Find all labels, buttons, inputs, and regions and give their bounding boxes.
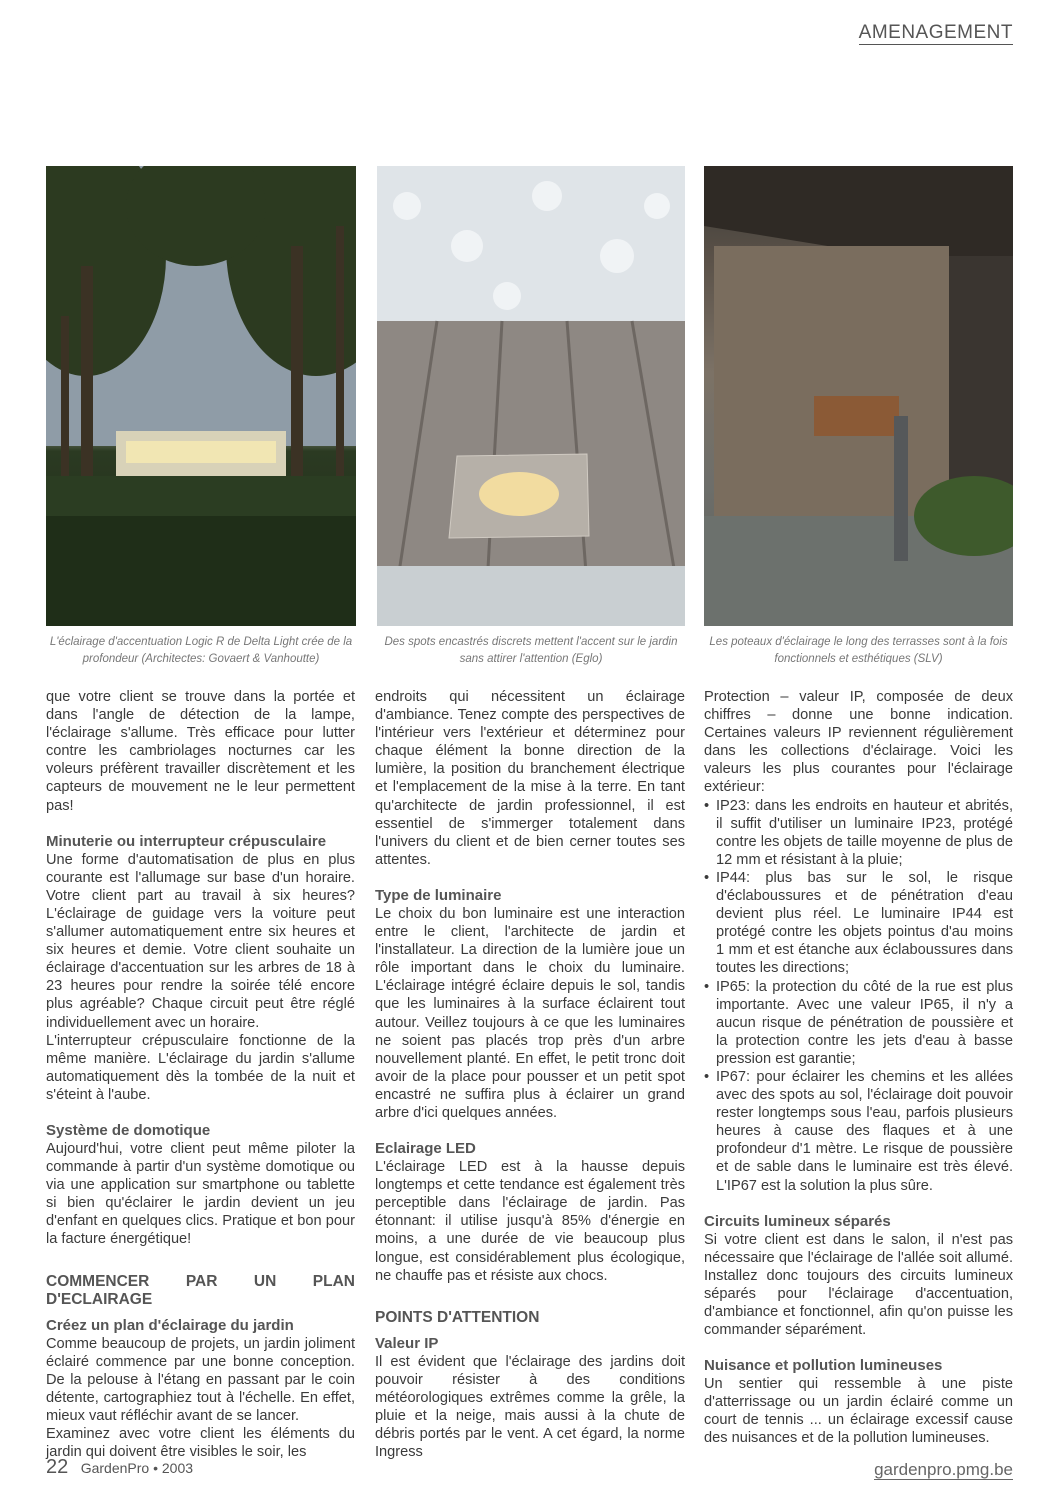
subheading: Valeur IP — [375, 1334, 439, 1352]
photo-pergola-terrace-illustration — [704, 166, 1013, 626]
paragraph: L'interrupteur crépusculaire fonctionne de la même manière. L'éclairage du jardin s'allume automatiquement dès la tombée de la nuit et s'éteint à l'aube. — [46, 1032, 355, 1103]
paragraph: Examinez avec votre client les éléments du jardin qui doivent être visibles le soir, les — [46, 1426, 355, 1461]
subheading: Système de domotique — [46, 1121, 211, 1139]
publication-name: GardenPro • 2003 — [80, 1460, 194, 1476]
paragraph: Protection – valeur IP, composée de deux chiffres – donne une bonne indication. Certaines valeurs IP reviennent régulièrement dans les collections d'éclairage. Voici les valeurs les plus courantes pour l'éclairage extérieur: — [704, 689, 1013, 796]
paragraph: Comme beaucoup de projets, un jardin joliment éclairé commence par une bonne conception. De la pelouse à l'étang en passant par le coin détente, cartographiez tout à l'échelle. En effet, mieux vaut réfléchir avant de se lancer. — [46, 1335, 355, 1424]
bullet-item: • IP23: dans les endroits en hauteur et abrités, il suffit d'utiliser un luminaire IP23, protégé contre les objets de taille moyenne de plus de 12 mm et résistant à la pluie; — [704, 797, 1013, 869]
bullet-item: • IP44: plus bas sur le sol, le risque d'éclaboussures et de pénétration d'eau devient plus réel. Le luminaire IP44 est protégé contre les objets pointus d'au moins 1 mm et est étanche aux éclaboussures dans toutes les directions; — [704, 869, 1013, 978]
photo-recessed-spot — [377, 166, 685, 626]
paragraph: Si votre client est dans le salon, il n'est pas nécessaire que l'éclairage de l'allée soit allumé. Installez donc toujours des circuits lumineux séparés pour l'éclairage d'accentuation, d'ambiance et fonctionnel, afin qu'on puisse les commander séparément. — [704, 1231, 1013, 1339]
paragraph: Un sentier qui ressemble à une piste d'atterrissage ou un jardin éclairé comme un court de tennis ... un éclairage excessif cause des nuisances et de la pollution lumineuses. — [704, 1376, 1013, 1447]
paragraph: que votre client se trouve dans la portée et dans l'angle de détection de la lampe, l'éclairage s'allume. Très efficace pour lutter contre les cambriolages nocturnes car les voleurs préfèrent travailler discrètement et les capteurs de mouvement ne le leur permettent pas! — [46, 689, 355, 814]
section-heading: COMMENCER PAR UN PLAN D'ECLAIRAGE — [46, 1272, 355, 1308]
paragraph: Une forme d'automatisation de plus en plus courante est l'allumage sur base d'un horaire. Votre client part au travail à six heures? L'éclairage de guidage vers la voiture peut s'allumer automatiquement entre six heures et six heures et demie. Votre client souhaite un éclairage d'accentuation sur les arbres de 18 à 23 heures pour rendre la soirée télé encore plus agréable? Chaque circuit peut être réglé individuellement avec un horaire. — [46, 851, 355, 1031]
section-heading: POINTS D'ATTENTION — [375, 1308, 540, 1326]
bullet-item: • IP65: la protection du côté de la rue est plus importante. Avec une valeur IP65, il n'y a aucun risque de pénétration de poussière et la protection contre les jets d'eau à basse pression est garantie; — [704, 978, 1013, 1068]
paragraph: Le choix du bon luminaire est une interaction entre le client, l'architecte de jardin et l'installateur. La direction de la lumière joue un rôle important dans le choix du luminaire. L'éclairage intégré éclaire depuis le sol, tandis que les luminaires à la surface éclairent tout autour. Veillez toujours à ce que les luminaires ne soient pas placés trop près d'un arbre nouvellement planté. En effet, le petit tronc doit avoir de la place pour pousser et un petit spot encastré ne suffira plus à éclairer un grand arbre d'ici quelques années. — [375, 905, 685, 1121]
article-column-2 — [375, 688, 685, 1461]
subheading: Créez un plan d'éclairage du jardin — [46, 1316, 294, 1334]
page-number: 22 — [46, 1456, 69, 1478]
section-title: AMENAGEMENT — [858, 22, 1013, 43]
article-column-3 — [704, 688, 1013, 1448]
paragraph: endroits qui nécessitent un éclairage d'ambiance. Tenez compte des perspectives de l'intérieur vers l'extérieur et déterminez pour chaque élément la bonne direction de la lumière, la position du branchement électrique et l'emplacement de la mise à la terre. En tant qu'architecte de jardin professionnel, il est essentiel de s'immerger totalement dans l'univers du client et de bien cerner toutes ses attentes. — [375, 689, 685, 868]
footer-folio — [46, 1456, 193, 1479]
photo-garden-trees-illustration — [46, 166, 356, 626]
paragraph: Il est évident que l'éclairage des jardins doit pouvoir résister à des conditions météorologiques extrêmes comme la grêle, la pluie et la neige, mais aussi à la chute de débris portés par le vent. A cet égard, la norme Ingress — [375, 1353, 685, 1461]
photo-caption: L'éclairage d'accentuation Logic R de Delta Light crée de la profondeur (Architectes: Govaert & Vanhoutte) — [49, 636, 353, 665]
subheading: Circuits lumineux séparés — [704, 1212, 891, 1230]
bullet-item: • IP67: pour éclairer les chemins et les allées avec des spots au sol, l'éclairage doit pouvoir rester longtemps sous l'eau, parfois plusieurs heures à cause des flaques et à une profondeur d'1 mètre. Le risque de poussière et de sable dans le luminaire est très élevé. L'IP67 est la solution la plus sûre. — [704, 1068, 1013, 1195]
article-column-1 — [46, 688, 355, 1461]
subheading: Type de luminaire — [375, 886, 502, 904]
photo-recessed-spot-illustration — [377, 166, 685, 626]
photo-caption: Les poteaux d'éclairage le long des terrasses sont à la fois fonctionnels et esthétiques (SLV) — [709, 636, 1008, 665]
subheading: Eclairage LED — [375, 1140, 476, 1158]
photo-pergola-terrace — [704, 166, 1013, 626]
photo-caption: Des spots encastrés discrets mettent l'accent sur le jardin sans attirer l'attention (Eglo) — [384, 636, 678, 665]
subheading: Nuisance et pollution lumineuses — [704, 1357, 943, 1375]
paragraph: L'éclairage LED est à la hausse depuis longtemps et cette tendance est également très perceptible dans l'éclairage de jardin. Pas étonnant: il utilise jusqu'à 85% d'énergie en moins, a une durée de vie beaucoup plus longue, est considérablement plus écologique, ne chauffe pas et résiste aux chocs. — [375, 1159, 685, 1284]
subheading: Minuterie ou interrupteur crépusculaire — [46, 832, 327, 850]
photo-garden-trees — [46, 166, 356, 626]
website-link[interactable]: gardenpro.pmg.be — [874, 1460, 1013, 1479]
paragraph: Aujourd'hui, votre client peut même piloter la commande à partir d'un système domotique ou via une application sur smartphone ou tablette si bien qu'éclairer le jardin devient un jeu d'enfant en quelques clics. Pratique et bon pour la facture énergétique! — [46, 1140, 355, 1248]
